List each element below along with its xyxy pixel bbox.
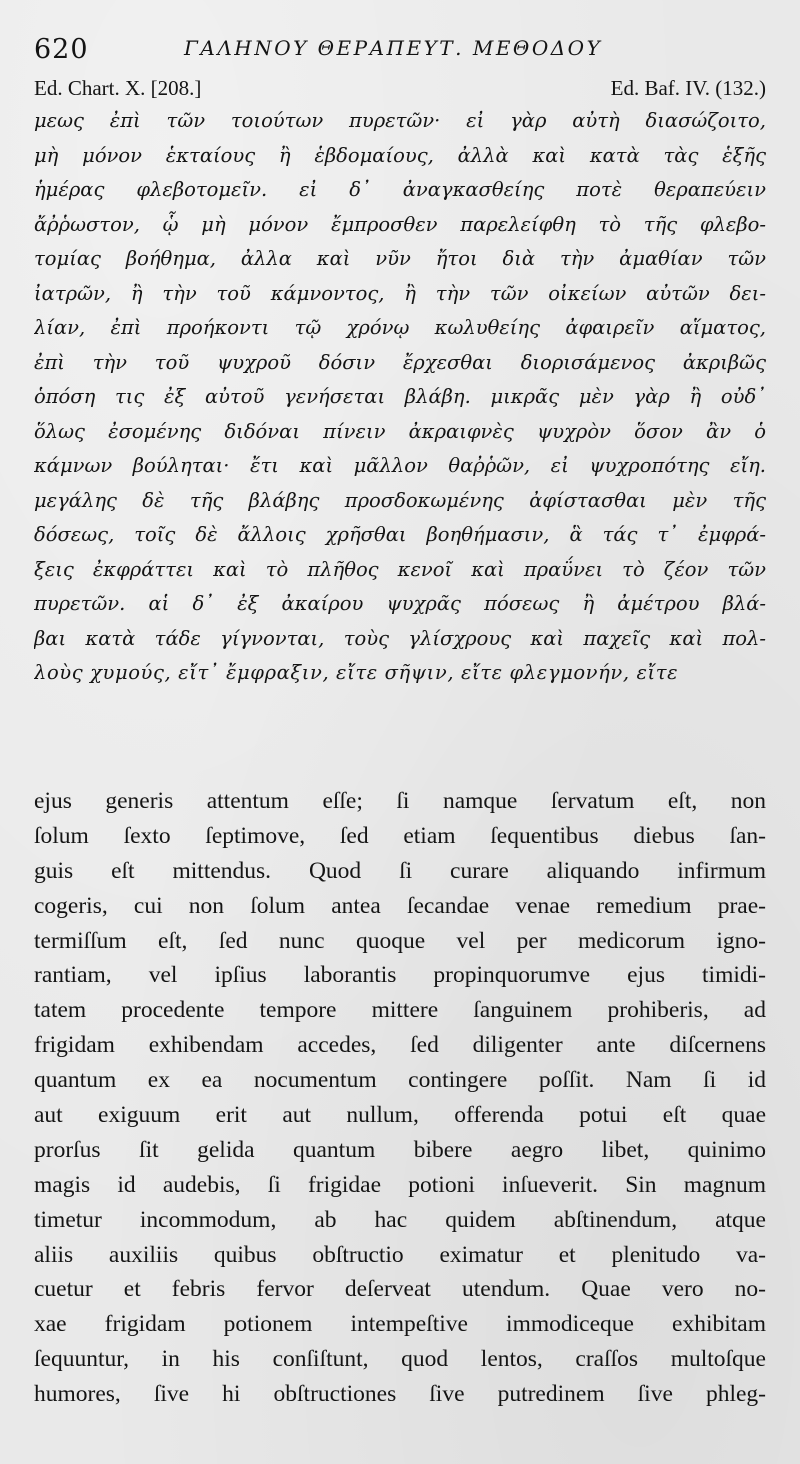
greek-text-line: ὁπόση τις ἐξ αὐτοῦ γενήσεται βλάβη. μικρᾶς μὲν γὰρ ἢ οὐδ᾽	[34, 385, 766, 408]
edition-reference-line	[34, 76, 766, 106]
greek-text-line: ὅλως ἐσομένης διδόναι πίνειν ἀκραιφνὲς ψυχρὸν ὅσον ἂν ὁ	[34, 419, 766, 443]
latin-text-line: timetur incommodum, ab hac quidem abſtinendum, atque	[34, 1206, 766, 1233]
greek-text-line: μὴ μόνον ἑκταίους ἢ ἑβδομαίους, ἀλλὰ καὶ κατὰ τὰς ἑξῆς	[34, 143, 766, 167]
latin-text-line: ſequuntur, in his conſiſtunt, quod lentos, craſſos multoſque	[34, 1346, 766, 1373]
latin-text-line: ejus generis attentum eſſe; ſi namque ſervatum eſt, non	[34, 788, 766, 814]
greek-text-line: βαι κατὰ τάδε γίγνονται, τοὺς γλίσχρους καὶ παχεῖς καὶ πολ-	[34, 626, 766, 650]
latin-text-line: xae frigidam potionem intempeſtive immodiceque exhibitam	[34, 1311, 766, 1338]
latin-text-line: termiſſum eſt, ſed nunc quoque vel per medicorum igno-	[34, 927, 766, 954]
latin-text-line: quantum ex ea nocumentum contingere poſſit. Nam ſi id	[34, 1067, 766, 1094]
latin-text-line: tatem procedente tempore mittere ſanguinem prohiberis, ad	[34, 997, 766, 1024]
greek-text-line: μεγάλης δὲ τῆς βλάβης προσδοκωμένης ἀφίστασθαι μὲν τῆς	[34, 488, 766, 512]
greek-text-line: κάμνων βούληται· ἔτι καὶ μᾶλλον θαῤῥῶν, εἰ ψυχροπότης εἴη.	[34, 454, 766, 477]
greek-text-line: ἰατρῶν, ἢ τὴν τοῦ κάμνοντος, ἢ τὴν τῶν οἰκείων αὐτῶν δει-	[34, 281, 766, 305]
greek-text-line: ἡμέρας φλεβοτομεῖν. εἰ δ᾽ ἀναγκασθείης ποτὲ θεραπεύειν	[34, 178, 766, 201]
greek-text-line: ἄῤῥωστον, ᾧ μὴ μόνον ἔμπροσθεν παρελείφθη τὸ τῆς φλεβο-	[34, 212, 766, 236]
greek-text-line: δόσεως, τοῖς δὲ ἄλλοις χρῆσθαι βοηθήμασιν, ἃ τάς τ᾽ ἐμφρά-	[34, 523, 766, 546]
greek-text-line: λοὺς χυμούς, εἴτ᾽ ἔμφραξιν, εἴτε σῆψιν, εἴτε φλεγμονήν, εἴτε	[34, 661, 679, 684]
greek-text-line: ἐπὶ τὴν τοῦ ψυχροῦ δόσιν ἔρχεσθαι διορισάμενος ἀκριβῶς	[34, 350, 766, 374]
edition-basel-reference: Ed. Baf. IV. (132.)	[610, 76, 766, 100]
latin-text-line: cuetur et febris fervor deſerveat utendum. Quae vero no-	[34, 1276, 766, 1303]
latin-text-line: cogeris, cui non ſolum antea ſecandae venae remedium prae-	[34, 892, 766, 919]
latin-text-line: humores, ſive hi obſtructiones ſive putredinem ſive phleg-	[34, 1381, 766, 1408]
page-header	[34, 32, 774, 68]
latin-text-line: aliis auxiliis quibus obſtructio eximatur et plenitudo va-	[34, 1241, 766, 1268]
greek-text-line: μεως ἐπὶ τῶν τοιούτων πυρετῶν· εἰ γὰρ αὐτὴ διασώζοιτο,	[34, 109, 766, 132]
latin-text-block	[34, 784, 766, 1412]
latin-text-line: aut exiguum erit aut nullum, offerenda potui eſt quae	[34, 1102, 766, 1129]
page-number: 620	[34, 34, 89, 65]
edition-chartier-reference: Ed. Chart. X. [208.]	[34, 76, 202, 100]
latin-text-line: prorſus ſit gelida quantum bibere aegro libet, quinimo	[34, 1136, 766, 1163]
latin-text-line: guis eſt mittendus. Quod ſi curare aliquando infirmum	[34, 857, 766, 884]
greek-text-block	[34, 104, 766, 691]
greek-text-line: πυρετῶν. αἱ δ᾽ ἐξ ἀκαίρου ψυχρᾶς πόσεως ἢ ἀμέτρου βλά-	[34, 592, 766, 615]
greek-text-line: τομίας βοήθημα, ἀλλα καὶ νῦν ἤτοι διὰ τὴν ἀμαθίαν τῶν	[34, 247, 766, 270]
latin-text-line: magis id audebis, ſi frigidae potioni inſueverit. Sin magnum	[34, 1171, 766, 1198]
greek-text-line: λίαν, ἐπὶ προήκοντι τῷ χρόνῳ κωλυθείης ἀφαιρεῖν αἵματος,	[34, 316, 766, 339]
latin-text-line: ſolum ſexto ſeptimove, ſed etiam ſequentibus diebus ſan-	[34, 822, 766, 849]
greek-text-line: ξεις ἐκφράττει καὶ τὸ πλῆθος κενοῖ καὶ πραΰνει τὸ ζέον τῶν	[34, 557, 766, 581]
latin-text-line: frigidam exhibendam accedes, ſed diligenter ante diſcernens	[34, 1032, 766, 1059]
running-title: ΓΑΛΗΝΟΥ ΘΕΡΑΠΕΥΤ. ΜΕΘΟΔΟΥ	[184, 36, 603, 60]
latin-text-line: rantiam, vel ipſius laborantis propinquorumve ejus timidi-	[34, 962, 766, 989]
